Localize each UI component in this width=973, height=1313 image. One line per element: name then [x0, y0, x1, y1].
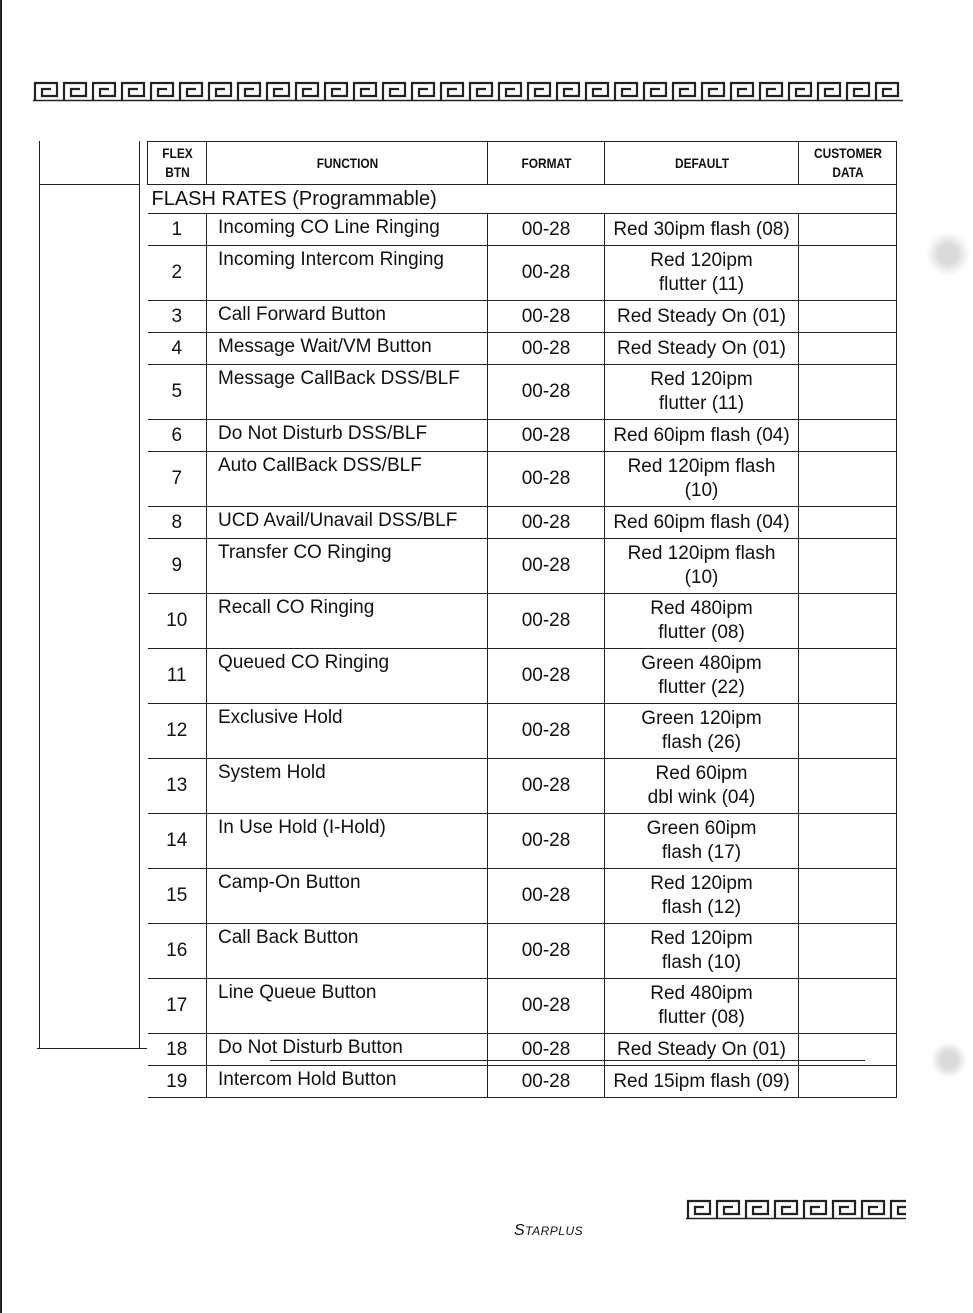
format-cell: 00-28 [488, 1066, 605, 1098]
flex-btn-cell: 18 [148, 1034, 207, 1066]
page-edge-rule [0, 0, 2, 1313]
format-cell: 00-28 [488, 301, 605, 333]
default-cell: Red 60ipm dbl wink (04) [605, 759, 799, 814]
format-cell: 00-28 [488, 979, 605, 1034]
flex-btn-cell: 3 [148, 301, 207, 333]
format-cell: 00-28 [488, 365, 605, 420]
table-row [148, 507, 897, 539]
left-margin-bottom-rule [37, 1048, 147, 1049]
format-cell: 00-28 [488, 333, 605, 365]
flex-btn-cell: 14 [148, 814, 207, 869]
format-cell: 00-28 [488, 246, 605, 301]
table-row [148, 649, 897, 704]
table-row [148, 214, 897, 246]
customer-data-cell [799, 759, 897, 814]
flex-btn-cell: 13 [148, 759, 207, 814]
table-row [148, 814, 897, 869]
customer-data-cell [799, 452, 897, 507]
default-cell: Red 120ipm flash (10) [605, 452, 799, 507]
function-cell: Exclusive Hold [207, 704, 488, 759]
function-cell: Call Back Button [207, 924, 488, 979]
format-cell: 00-28 [488, 507, 605, 539]
table-row [148, 539, 897, 594]
function-cell: Message CallBack DSS/BLF [207, 365, 488, 420]
table-row [148, 1066, 897, 1098]
flex-btn-cell: 5 [148, 365, 207, 420]
flex-btn-cell: 4 [148, 333, 207, 365]
table-row [148, 365, 897, 420]
default-cell: Red 120ipm flutter (11) [605, 246, 799, 301]
customer-data-cell [799, 333, 897, 365]
table-row [148, 420, 897, 452]
header-format: FORMAT [496, 142, 595, 185]
default-cell: Red 480ipm flutter (08) [605, 979, 799, 1034]
function-cell: Incoming Intercom Ringing [207, 246, 488, 301]
customer-data-cell [799, 420, 897, 452]
header-flex-btn: FLEX BTN [152, 142, 202, 185]
customer-data-cell [799, 246, 897, 301]
default-cell: Red 30ipm flash (08) [605, 214, 799, 246]
customer-data-cell [799, 365, 897, 420]
format-cell: 00-28 [488, 214, 605, 246]
scan-speck [930, 1042, 968, 1078]
customer-data-cell [799, 924, 897, 979]
table-row [148, 301, 897, 333]
format-cell: 00-28 [488, 704, 605, 759]
function-cell: Line Queue Button [207, 979, 488, 1034]
customer-data-cell [799, 301, 897, 333]
function-cell: Do Not Disturb Button [207, 1034, 488, 1066]
footer-brand: STARPLUS [514, 1222, 584, 1239]
header-customer-data: CUSTOMER DATA [806, 142, 889, 185]
default-cell: Red 120ipm flash (10) [605, 539, 799, 594]
function-cell: Incoming CO Line Ringing [207, 214, 488, 246]
customer-data-cell [799, 1066, 897, 1098]
section-row [148, 185, 897, 214]
default-cell: Red 120ipm flutter (11) [605, 365, 799, 420]
format-cell: 00-28 [488, 594, 605, 649]
function-cell: Transfer CO Ringing [207, 539, 488, 594]
customer-data-cell [799, 704, 897, 759]
function-cell: Camp-On Button [207, 869, 488, 924]
customer-data-cell [799, 507, 897, 539]
section-title: FLASH RATES (Programmable) [148, 185, 897, 214]
flex-btn-cell: 6 [148, 420, 207, 452]
table-row [148, 333, 897, 365]
table-row [148, 246, 897, 301]
function-cell: Auto CallBack DSS/BLF [207, 452, 488, 507]
function-cell: Call Forward Button [207, 301, 488, 333]
flex-btn-cell: 17 [148, 979, 207, 1034]
default-cell: Red 120ipm flash (12) [605, 869, 799, 924]
default-cell: Red Steady On (01) [605, 1034, 799, 1066]
customer-data-cell [799, 649, 897, 704]
function-cell: System Hold [207, 759, 488, 814]
flex-btn-cell: 2 [148, 246, 207, 301]
table-row [148, 924, 897, 979]
default-cell: Red 480ipm flutter (08) [605, 594, 799, 649]
table-row [148, 594, 897, 649]
default-cell: Red Steady On (01) [605, 301, 799, 333]
customer-data-cell [799, 814, 897, 869]
format-cell: 00-28 [488, 649, 605, 704]
format-cell: 00-28 [488, 924, 605, 979]
default-cell: Red Steady On (01) [605, 333, 799, 365]
table-bottom-rule [270, 1060, 865, 1061]
scan-speck [926, 232, 970, 276]
flex-btn-cell: 10 [148, 594, 207, 649]
flex-btn-cell: 19 [148, 1066, 207, 1098]
default-cell: Green 120ipm flash (26) [605, 704, 799, 759]
table-row [148, 452, 897, 507]
header-default: DEFAULT [619, 142, 784, 185]
flex-btn-cell: 12 [148, 704, 207, 759]
greek-key-border-top [33, 80, 903, 102]
customer-data-cell [799, 539, 897, 594]
table-row [148, 704, 897, 759]
table-row [148, 979, 897, 1034]
flash-rates-table [147, 141, 897, 1098]
format-cell: 00-28 [488, 539, 605, 594]
function-cell: Intercom Hold Button [207, 1066, 488, 1098]
table-row [148, 759, 897, 814]
format-cell: 00-28 [488, 1034, 605, 1066]
flex-btn-cell: 7 [148, 452, 207, 507]
flex-btn-cell: 8 [148, 507, 207, 539]
customer-data-cell [799, 594, 897, 649]
default-cell: Green 60ipm flash (17) [605, 814, 799, 869]
function-cell: Message Wait/VM Button [207, 333, 488, 365]
table-header-row [148, 142, 897, 185]
format-cell: 00-28 [488, 869, 605, 924]
function-cell: In Use Hold (I-Hold) [207, 814, 488, 869]
function-cell: UCD Avail/Unavail DSS/BLF [207, 507, 488, 539]
function-cell: Do Not Disturb DSS/BLF [207, 420, 488, 452]
format-cell: 00-28 [488, 759, 605, 814]
customer-data-cell [799, 214, 897, 246]
left-margin-column [39, 141, 140, 1048]
table-row [148, 869, 897, 924]
customer-data-cell [799, 979, 897, 1034]
flex-btn-cell: 1 [148, 214, 207, 246]
format-cell: 00-28 [488, 814, 605, 869]
function-cell: Recall CO Ringing [207, 594, 488, 649]
default-cell: Red 15ipm flash (09) [605, 1066, 799, 1098]
flex-btn-cell: 15 [148, 869, 207, 924]
default-cell: Red 60ipm flash (04) [605, 507, 799, 539]
format-cell: 00-28 [488, 452, 605, 507]
greek-key-border-footer [686, 1198, 906, 1220]
header-function: FUNCTION [228, 142, 467, 185]
customer-data-cell [799, 869, 897, 924]
flex-btn-cell: 16 [148, 924, 207, 979]
default-cell: Red 120ipm flash (10) [605, 924, 799, 979]
default-cell: Red 60ipm flash (04) [605, 420, 799, 452]
flex-btn-cell: 11 [148, 649, 207, 704]
function-cell: Queued CO Ringing [207, 649, 488, 704]
default-cell: Green 480ipm flutter (22) [605, 649, 799, 704]
format-cell: 00-28 [488, 420, 605, 452]
flex-btn-cell: 9 [148, 539, 207, 594]
